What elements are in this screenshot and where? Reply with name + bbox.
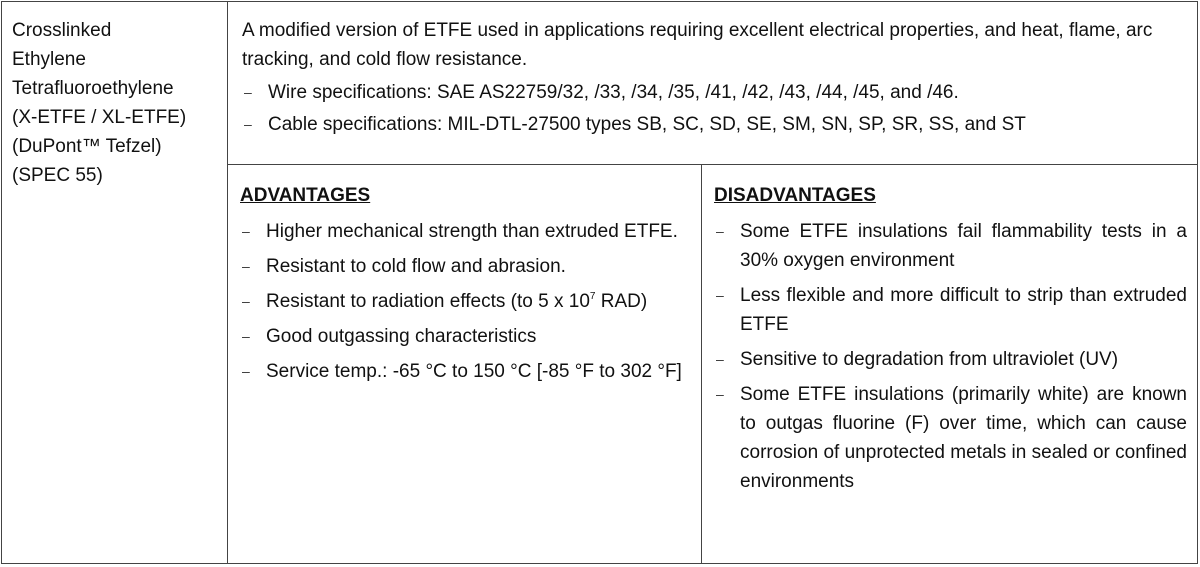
cable-specifications: – Cable specifications: MIL-DTL-27500 types SB, SC, SD, SE, SM, SN, SP, SR, SS, and ST xyxy=(242,110,1187,139)
advantage-item: – Service temp.: -65 °C to 150 °C [-85 °F to 302 °F] xyxy=(240,357,691,386)
exponent: 7 xyxy=(589,291,596,302)
insulation-spec-table xyxy=(1,1,1198,564)
disadvantage-item: – Sensitive to degradation from ultraviolet (UV) xyxy=(714,345,1187,374)
disadvantages-heading: DISADVANTAGES xyxy=(714,185,876,206)
material-name-line: (DuPont™ Tefzel) xyxy=(12,136,162,157)
advantages-list xyxy=(240,217,691,386)
specification-list xyxy=(242,78,1187,139)
advantage-item xyxy=(240,287,691,316)
description-cell xyxy=(228,2,1198,165)
material-name-line: Ethylene xyxy=(12,49,86,70)
material-name-line: (SPEC 55) xyxy=(12,165,103,186)
advantage-text: RAD) xyxy=(595,291,648,312)
disadvantages-cell xyxy=(702,165,1198,564)
material-name-line: (X-ETFE / XL-ETFE) xyxy=(12,107,187,128)
material-name-cell xyxy=(2,2,228,564)
advantage-text: Resistant to radiation effects (to 5 x 10 xyxy=(266,291,590,312)
wire-specifications: – Wire specifications: SAE AS22759/32, /33, /34, /35, /41, /42, /43, /44, /45, and /46. xyxy=(242,78,1187,107)
advantage-item: – Higher mechanical strength than extruded ETFE. xyxy=(240,217,691,246)
advantage-item: – Resistant to cold flow and abrasion. xyxy=(240,252,691,281)
description-text: A modified version of ETFE used in applications requiring excellent electrical properties, and heat, flame, arc tracking, and cold flow resistance. xyxy=(242,20,1153,70)
disadvantages-list xyxy=(714,217,1187,496)
spec-document xyxy=(0,1,1200,564)
advantages-cell xyxy=(228,165,702,564)
advantage-item: – Good outgassing characteristics xyxy=(240,322,691,351)
disadvantage-item: – Less flexible and more difficult to strip than extruded ETFE xyxy=(714,281,1187,339)
disadvantage-item: – Some ETFE insulations fail flammability tests in a 30% oxygen environment xyxy=(714,217,1187,275)
disadvantage-item: – Some ETFE insulations (primarily white) are known to outgas fluorine (F) over time, which can cause corrosion of unprotected metals in sealed or confined environments xyxy=(714,380,1187,496)
material-name-line: Crosslinked xyxy=(12,20,112,41)
material-name-line: Tetrafluoroethylene xyxy=(12,78,174,99)
advantages-heading: ADVANTAGES xyxy=(240,185,371,206)
